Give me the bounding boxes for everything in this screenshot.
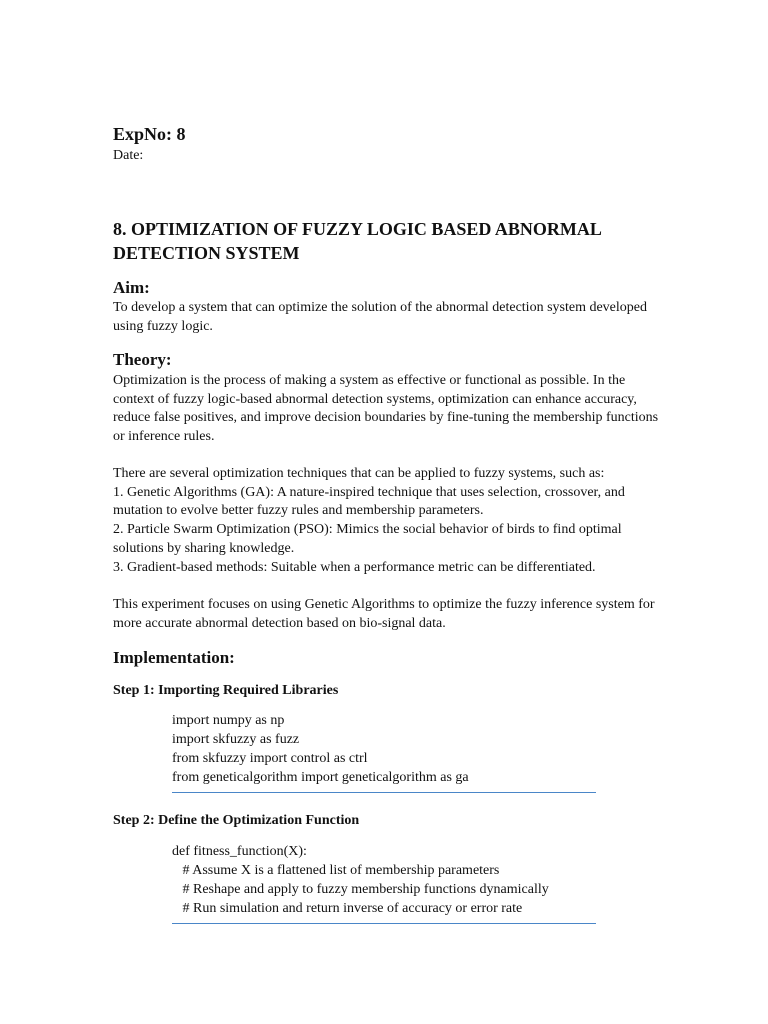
code-line: def fitness_function(X): (172, 844, 307, 859)
theory-line: 1. Genetic Algorithms (GA): A nature-inspired technique that uses selection, crossover, and (113, 484, 625, 500)
step-2-label: Step 2: Define the Optimization Function (113, 813, 360, 828)
theory-paragraph-2 (113, 465, 658, 577)
aim-heading: Aim: (113, 278, 150, 297)
code-line: # Reshape and apply to fuzzy membership functions dynamically (172, 881, 549, 897)
theory-paragraph-3 (113, 596, 658, 633)
theory-line: solutions by sharing knowledge. (113, 540, 295, 556)
theory-paragraph-1 (113, 372, 658, 447)
aim-line: using fuzzy logic. (113, 318, 213, 334)
date-label: Date: (113, 148, 144, 163)
title-line-1: 8. OPTIMIZATION OF FUZZY LOGIC BASED ABNORMAL (113, 219, 602, 239)
theory-line: or inference rules. (113, 429, 215, 445)
code-line: # Run simulation and return inverse of accuracy or error rate (172, 900, 523, 916)
aim-line: To develop a system that can optimize the solution of the abnormal detection system developed (113, 300, 647, 315)
code-line: from geneticalgorithm import geneticalgorithm as ga (172, 769, 469, 785)
theory-line: 3. Gradient-based methods: Suitable when a performance metric can be differentiated. (113, 559, 596, 575)
theory-line: mutation to evolve better fuzzy rules and membership parameters. (113, 503, 484, 519)
code-line: import skfuzzy as fuzz (172, 731, 300, 747)
page-title (113, 217, 658, 265)
implementation-heading: Implementation: (113, 648, 235, 667)
step-1-label: Step 1: Importing Required Libraries (113, 683, 339, 698)
theory-line: Optimization is the process of making a system as effective or functional as possible. In the (113, 373, 626, 388)
theory-line: There are several optimization techniques that can be applied to fuzzy systems, such as: (113, 466, 605, 481)
code-line: import numpy as np (172, 713, 285, 728)
code-line: # Assume X is a flattened list of membership parameters (172, 862, 500, 878)
theory-heading: Theory: (113, 350, 172, 369)
code-line: from skfuzzy import control as ctrl (172, 750, 368, 766)
theory-line: more accurate abnormal detection based on bio-signal data. (113, 615, 446, 631)
step-1-code-block (172, 712, 596, 793)
aim-paragraph (113, 299, 658, 336)
experiment-number: ExpNo: 8 (113, 124, 186, 144)
theory-line: reduce false positives, and improve decision boundaries by fine-tuning the membership functions (113, 410, 659, 426)
theory-line: 2. Particle Swarm Optimization (PSO): Mimics the social behavior of birds to find optimal (113, 522, 622, 538)
step-2-code-block (172, 843, 596, 924)
theory-line: This experiment focuses on using Genetic Algorithms to optimize the fuzzy inference system for (113, 597, 655, 612)
title-line-2: DETECTION SYSTEM (113, 243, 300, 263)
theory-line: context of fuzzy logic-based abnormal detection systems, optimization can enhance accuracy, (113, 391, 637, 407)
